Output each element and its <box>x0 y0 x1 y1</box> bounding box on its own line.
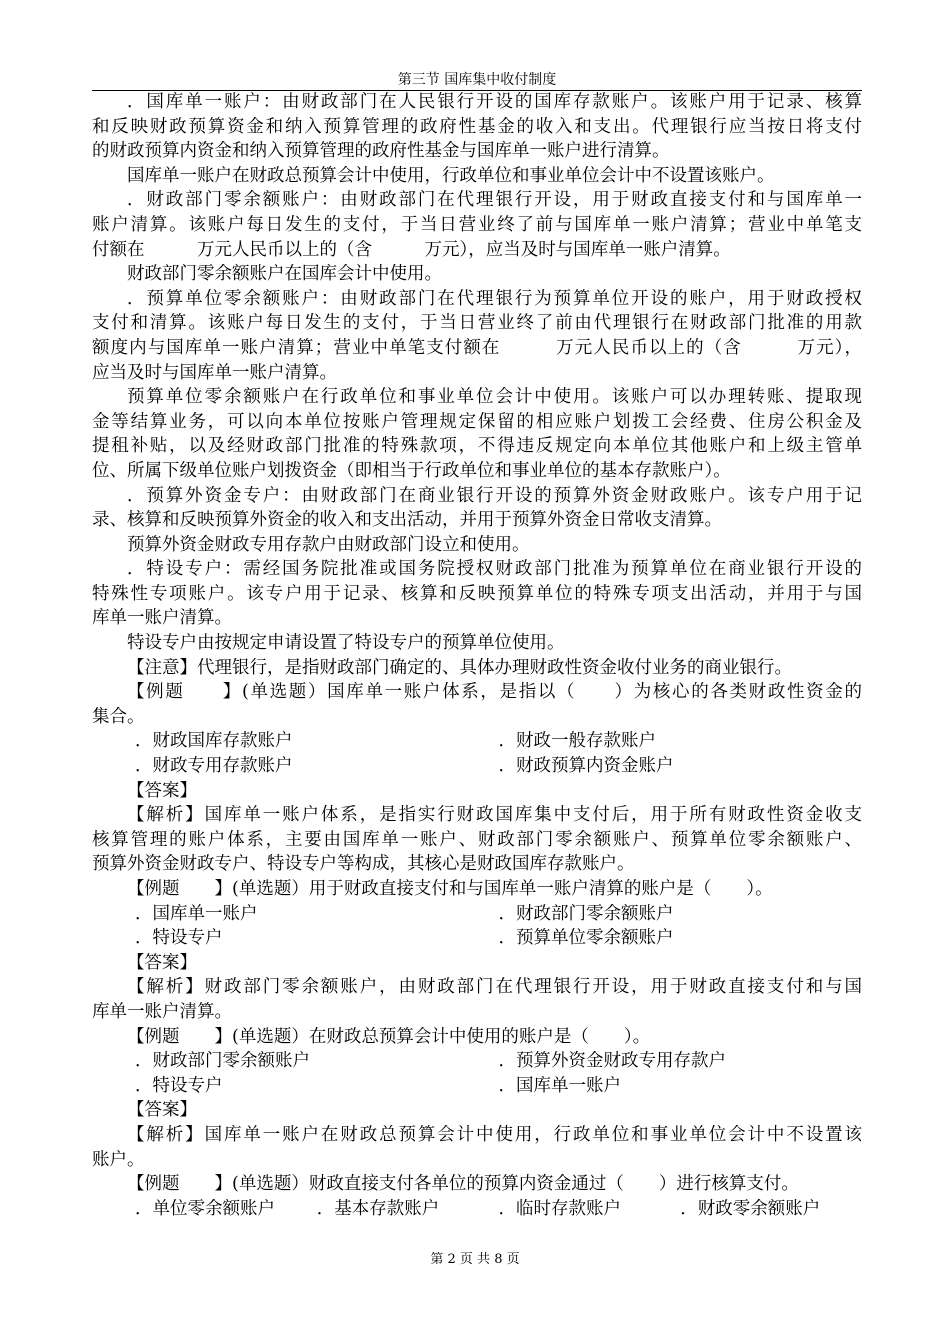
page-header <box>92 70 862 91</box>
answer-option: ．国库单一账户 <box>498 1075 621 1096</box>
answer-option: ．预算单位零余额账户 <box>498 928 674 949</box>
text-line: 录、核算和反映预算外资金的收入和支出活动，并用于预算外资金日常收支清算。 <box>92 510 722 531</box>
text-line: 国库单一账户在财政总预算会计中使用，行政单位和事业单位会计中不设置该账户。 <box>127 165 775 186</box>
option-row <box>92 902 862 927</box>
text-line: ．特设专户：需经国务院批准或国务院授权财政部门批准为预算单位在商业银行开设的 <box>127 559 862 580</box>
q1-answer: 【答案】 <box>127 780 197 801</box>
option-row <box>92 754 862 779</box>
text-line: 提租补贴，以及经财政部门批准的特殊款项，不得违反规定向本单位其他账户和上级主管单 <box>92 436 862 457</box>
analysis-line: 账户。 <box>92 1149 145 1170</box>
text-line: 预算外资金财政专用存款户由财政部门设立和使用。 <box>127 534 530 555</box>
document-body <box>92 90 862 1221</box>
q2-answer: 【答案】 <box>127 952 197 973</box>
answer-option: ．财政预算内资金账户 <box>498 756 674 777</box>
text-line: 支付和清算。该账户每日发生的支付，于当日营业终了前由代理银行在财政部门批准的用款 <box>92 313 862 334</box>
option-row <box>92 926 862 951</box>
text-line: 的财政预算内资金和纳入预算管理的政府性基金与国库单一账户进行清算。 <box>92 141 670 162</box>
option-row <box>92 1049 862 1074</box>
q1-options <box>92 729 862 778</box>
answer-option: ．财政部门零余额账户 <box>135 1051 310 1072</box>
q1-analysis <box>92 803 862 877</box>
analysis-line: 预算外资金财政专户、特设专户等构成，其核心是财政国库存款账户。 <box>92 854 635 875</box>
answer-option: ．财政国库存款账户 <box>135 731 293 752</box>
q3-analysis <box>92 1123 862 1172</box>
text-line: 和反映财政预算资金和纳入预算管理的政府性基金的收入和支出。代理银行应当按日将支付 <box>92 116 862 137</box>
q2-question: 【例题 】(单选题）用于财政直接支付和与国库单一账户清算的账户是（ ）。 <box>127 879 773 899</box>
section-title: 第三节 国库集中收付制度 <box>397 72 557 88</box>
answer-option: ．临时存款账户 <box>498 1198 621 1219</box>
analysis-line: 库单一账户清算。 <box>92 1001 232 1022</box>
text-line: 预算单位零余额账户在行政单位和事业单位会计中使用。该账户可以办理转账、提取现 <box>127 387 862 408</box>
option-row <box>92 729 862 754</box>
q4-question: 【例题 】(单选题）财政直接支付各单位的预算内资金通过（ ）进行核算支付。 <box>127 1174 799 1195</box>
text-line: ．国库单一账户：由财政部门在人民银行开设的国库存款账户。该账户用于记录、核算 <box>127 92 862 112</box>
text-line: 集合。 <box>92 706 145 727</box>
text-line: 应当及时与国库单一账户清算。 <box>92 362 337 383</box>
analysis-line: 【解析】财政部门零余额账户，由财政部门在代理银行开设，用于财政直接支付和与国 <box>127 977 862 998</box>
answer-option: ．财政一般存款账户 <box>498 731 656 752</box>
answer-option: ．特设专户 <box>135 928 223 949</box>
text-line: 特设专户由按规定申请设置了特设专户的预算单位使用。 <box>127 633 565 654</box>
text-line: ．财政部门零余额账户：由财政部门在代理银行开设，用于财政直接支付和与国库单一 <box>127 190 862 211</box>
text-line: 账户清算。该账户每日发生的支付，于当日营业终了前与国库单一账户清算；营业中单笔支 <box>92 214 862 235</box>
answer-option: ．国库单一账户 <box>135 903 258 924</box>
analysis-line: 【解析】国库单一账户体系，是指实行财政国库集中支付后，用于所有财政性资金收支 <box>127 805 862 826</box>
q3-options <box>92 1049 862 1098</box>
intro-paragraphs <box>92 90 862 729</box>
q4-options <box>92 1197 862 1222</box>
q3-answer: 【答案】 <box>127 1100 197 1121</box>
answer-option: ．基本存款账户 <box>316 1198 440 1219</box>
text-line: 付额在 万元人民币以上的（含 万元），应当及时与国库单一账户清算。 <box>92 239 731 260</box>
text-line: 【注意】代理银行，是指财政部门确定的、具体办理财政性资金收付业务的商业银行。 <box>127 657 792 678</box>
text-line: 特殊性专项账户。该专户用于记录、核算和反映预算单位的特殊专项支出活动，并用于与国 <box>92 583 862 604</box>
text-line: 【例题 】(单选题）国库单一账户体系，是指以（ ）为核心的各类财政性资金的 <box>127 682 862 703</box>
analysis-line: 核算管理的账户体系，主要由国库单一账户、财政部门零余额账户、预算单位零余额账户、 <box>92 829 862 850</box>
answer-option: ．单位零余额账户 <box>135 1198 275 1219</box>
answer-option: ．特设专户 <box>135 1075 223 1096</box>
answer-option: ．预算外资金财政专用存款户 <box>498 1051 726 1072</box>
q2-options <box>92 902 862 951</box>
analysis-line: 【解析】国库单一账户在财政总预算会计中使用，行政单位和事业单位会计中不设置该 <box>127 1124 862 1145</box>
answer-option: ．财政部门零余额账户 <box>498 903 674 924</box>
text-line: ．预算单位零余额账户：由财政部门在代理银行为预算单位开设的账户，用于财政授权 <box>127 288 862 309</box>
text-line: 位、所属下级单位账户划拨资金（即相当于行政单位和事业单位的基本存款账户）。 <box>92 460 731 481</box>
answer-option: ．财政专用存款账户 <box>135 756 293 777</box>
text-line: 财政部门零余额账户在国库会计中使用。 <box>127 264 442 285</box>
page-footer <box>0 1251 950 1269</box>
q3-question: 【例题 】(单选题）在财政总预算会计中使用的账户是（ ）。 <box>127 1026 651 1047</box>
text-line: 金等结算业务，可以向本单位按账户管理规定保留的相应账户划拨工会经费、住房公积金及 <box>92 411 862 432</box>
text-line: 额度内与国库单一账户清算；营业中单笔支付额在 万元人民币以上的（含 万元）， <box>92 337 862 358</box>
answer-option: ．财政零余额账户 <box>680 1198 821 1219</box>
q2-analysis <box>92 975 862 1024</box>
text-line: 库单一账户清算。 <box>92 608 232 629</box>
page-number: 第 2 页 共 8 页 <box>430 1252 520 1267</box>
option-row <box>92 1074 862 1099</box>
text-line: ．预算外资金专户：由财政部门在商业银行开设的预算外资金财政账户。该专户用于记 <box>127 485 862 506</box>
